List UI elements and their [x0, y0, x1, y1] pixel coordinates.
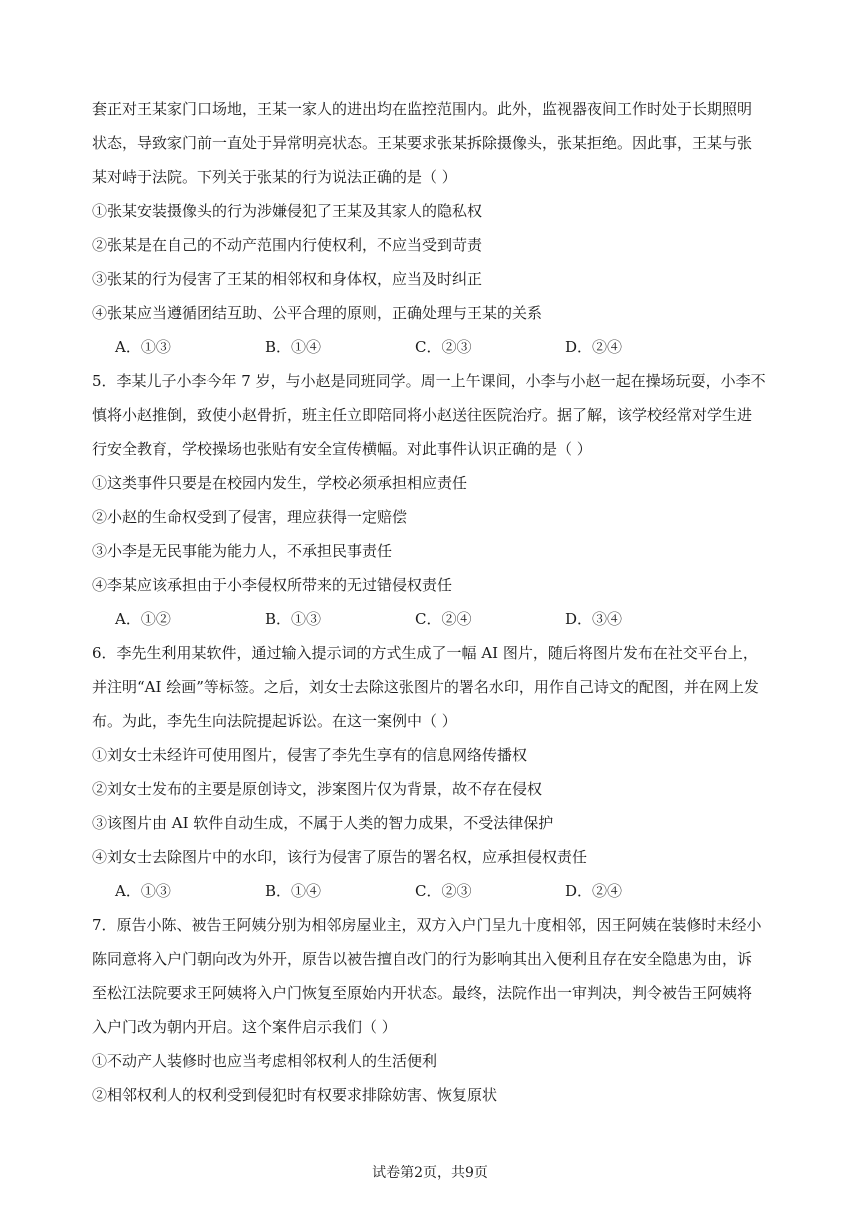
statement-3: ③该图片由 AI 软件自动生成，不属于人类的智力成果，不受法律保护 [92, 814, 554, 832]
option-c: C．②③ [415, 338, 472, 356]
question-stem-line: 入户门改为朝内开启。这个案件启示我们（ ） [92, 1018, 397, 1036]
question-stem-line: 行安全教育，学校操场也张贴有安全宣传横幅。对此事件认识正确的是（ ） [92, 440, 592, 458]
question-stem-line: 6．李先生利用某软件，通过输入提示词的方式生成了一幅 AI 图片，随后将图片发布在社交平台上， [92, 644, 758, 662]
statement-1: ①张某安装摄像头的行为涉嫌侵犯了王某及其家人的隐私权 [92, 202, 483, 220]
option-b: B．①③ [265, 610, 322, 628]
answer-options [92, 330, 772, 364]
option-a: A．①③ [115, 882, 171, 900]
option-a: A．①② [115, 610, 171, 628]
option-b: B．①④ [265, 338, 322, 356]
question-stem-line: 慎将小赵推倒，致使小赵骨折，班主任立即陪同将小赵送往医院治疗。据了解，该学校经常对学生进 [92, 406, 753, 424]
statement-4: ④刘女士去除图片中的水印，该行为侵害了原告的署名权，应承担侵权责任 [92, 848, 588, 866]
question-stem-line: 布。为此，李先生向法院提起诉讼。在这一案例中（ ） [92, 712, 457, 730]
option-d: D．③④ [565, 610, 623, 628]
option-c: C．②③ [415, 882, 472, 900]
question-content [92, 92, 772, 1112]
answer-options [92, 602, 772, 636]
question-stem-line: 状态，导致家门前一直处于异常明亮状态。王某要求张某拆除摄像头，张某拒绝。因此事，王某与张 [92, 134, 753, 152]
option-c: C．②④ [415, 610, 472, 628]
question-stem-line: 7．原告小陈、被告王阿姨分别为相邻房屋业主，双方入户门呈九十度相邻，因王阿姨在装修时未经小 [92, 916, 762, 934]
question-stem-line: 套正对王某家门口场地，王某一家人的进出均在监控范围内。此外，监视器夜间工作时处于长期照明 [92, 100, 753, 118]
question-stem-line: 陈同意将入户门朝向改为外开，原告以被告擅自改门的行为影响其出入便利且存在安全隐患为由，诉 [92, 950, 753, 968]
statement-3: ③张某的行为侵害了王某的相邻权和身体权，应当及时纠正 [92, 270, 483, 288]
statement-4: ④李某应该承担由于小李侵权所带来的无过错侵权责任 [92, 576, 453, 594]
statement-2: ②相邻权利人的权利受到侵犯时有权要求排除妨害、恢复原状 [92, 1086, 498, 1104]
answer-options [92, 874, 772, 908]
statement-1: ①不动产人装修时也应当考虑相邻权利人的生活便利 [92, 1052, 438, 1070]
question-stem-line: 5．李某儿子小李今年 7 岁，与小赵是同班同学。周一上午课间，小李与小赵一起在操场玩耍，小李不 [92, 372, 766, 390]
option-d: D．②④ [565, 882, 623, 900]
statement-1: ①这类事件只要是在校园内发生，学校必须承担相应责任 [92, 474, 468, 492]
statement-2: ②张某是在自己的不动产范围内行使权利，不应当受到苛责 [92, 236, 483, 254]
page-footer: 试卷第2页，共9页 [372, 1165, 488, 1181]
question-6 [92, 636, 772, 908]
question-stem-line: 并注明“AI 绘画”等标签。之后，刘女士去除这张图片的署名水印，用作自己诗文的配图，并在网上发 [92, 678, 759, 696]
question-stem-line: 至松江法院要求王阿姨将入户门恢复至原始内开状态。最终，法院作出一审判决，判令被告王阿姨将 [92, 984, 753, 1002]
question-4 [92, 92, 772, 364]
option-a: A．①③ [115, 338, 171, 356]
statement-4: ④张某应当遵循团结互助、公平合理的原则，正确处理与王某的关系 [92, 304, 543, 322]
statement-3: ③小李是无民事能为能力人，不承担民事责任 [92, 542, 393, 560]
statement-1: ①刘女士未经许可使用图片，侵害了李先生享有的信息网络传播权 [92, 746, 528, 764]
option-b: B．①④ [265, 882, 322, 900]
option-d: D．②④ [565, 338, 623, 356]
statement-2: ②小赵的生命权受到了侵害，理应获得一定赔偿 [92, 508, 408, 526]
question-stem-line: 某对峙于法院。下列关于张某的行为说法正确的是（ ） [92, 168, 457, 186]
question-7 [92, 908, 772, 1112]
question-5 [92, 364, 772, 636]
statement-2: ②刘女士发布的主要是原创诗文，涉案图片仅为背景，故不存在侵权 [92, 780, 543, 798]
